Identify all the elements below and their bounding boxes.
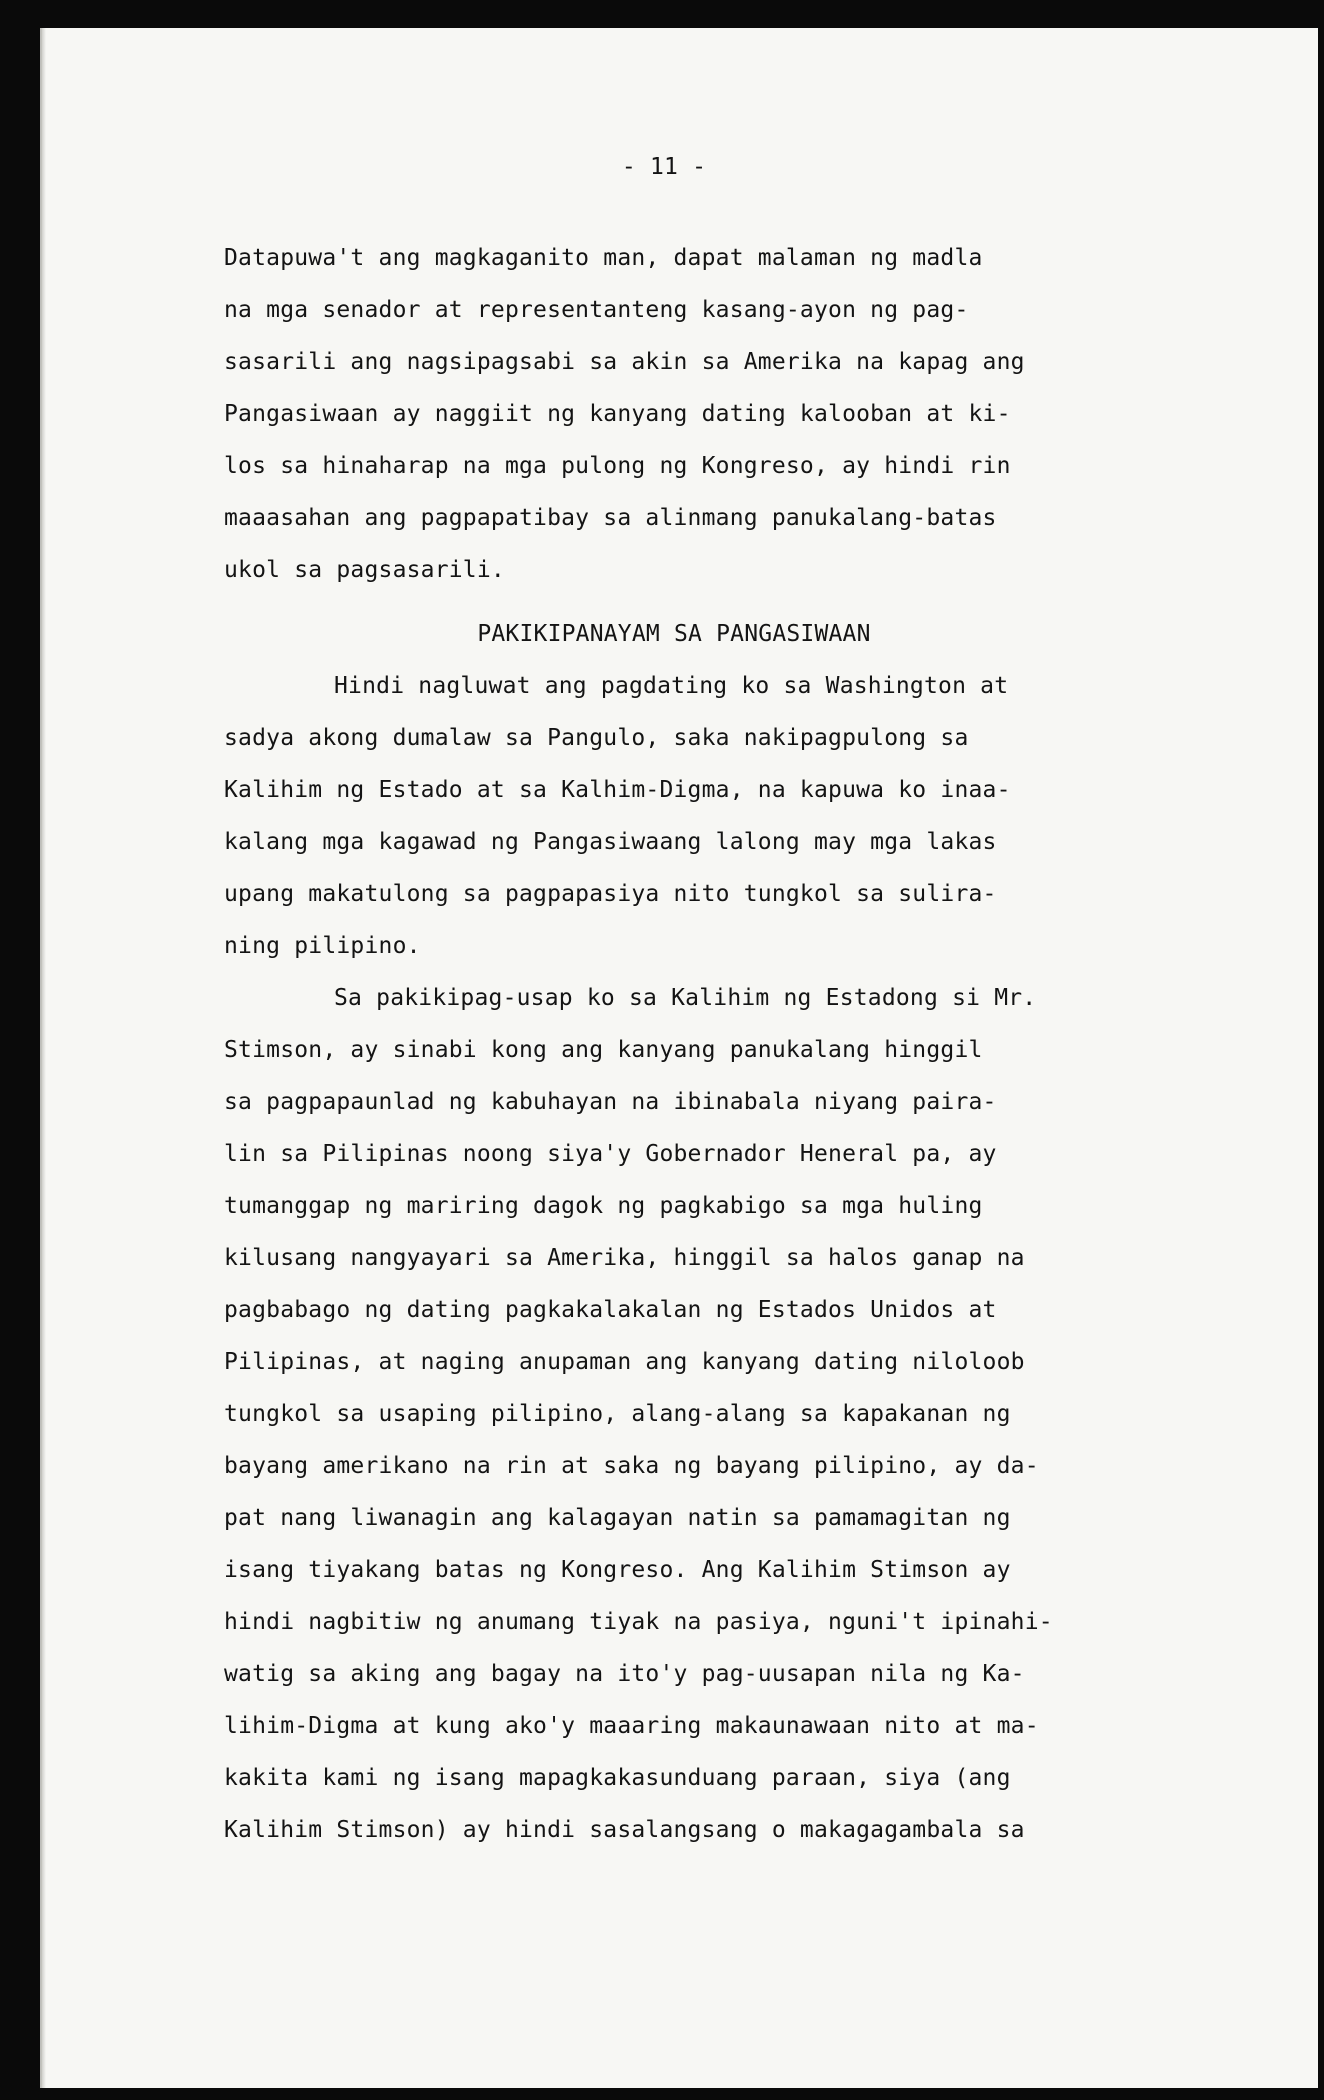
text-line: los sa hinaharap na mga pulong ng Kongreso, ay hindi rin (224, 453, 1011, 479)
text-line: Pangasiwaan ay naggiit ng kanyang dating kalooban at ki- (224, 401, 1011, 427)
text-line: tumanggap ng mariring dagok ng pagkabigo sa mga huling (224, 1193, 983, 1219)
text-line: kalang mga kagawad ng Pangasiwaang lalong may mga lakas (224, 829, 997, 855)
text-line: kilusang nangyayari sa Amerika, hinggil sa halos ganap na (224, 1245, 1025, 1271)
text-line: upang makatulong sa pagpapasiya nito tungkol sa sulira- (224, 881, 997, 907)
text-line: hindi nagbitiw ng anumang tiyak na pasiya, nguni't ipinahi- (224, 1609, 1053, 1635)
text-line: sasarili ang nagsipagsabi sa akin sa Amerika na kapag ang (224, 349, 1025, 375)
section-heading: PAKIKIPANAYAM SA PANGASIWAAN (477, 621, 871, 647)
paragraph-2 (224, 660, 1184, 972)
page-number: - 11 - (621, 154, 707, 180)
text-line: lin sa Pilipinas noong siya'y Gobernador Heneral pa, ay (224, 1141, 997, 1167)
paragraph-3 (224, 972, 1184, 1856)
text-line: isang tiyakang batas ng Kongreso. Ang Kalihim Stimson ay (224, 1557, 1011, 1583)
text-line: pagbabago ng dating pagkakalakalan ng Estados Unidos at (224, 1297, 997, 1323)
text-line: ukol sa pagsasarili. (224, 557, 505, 583)
text-line: Stimson, ay sinabi kong ang kanyang panukalang hinggil (224, 1037, 983, 1063)
text-line: Kalihim Stimson) ay hindi sasalangsang o makagagambala sa (224, 1817, 1025, 1843)
text-line: sa pagpapaunlad ng kabuhayan na ibinabala niyang paira- (224, 1089, 997, 1115)
text-line: na mga senador at representanteng kasang-ayon ng pag- (224, 297, 969, 323)
text-line: Sa pakikipag-usap ko sa Kalihim ng Estadong si Mr. (334, 985, 1037, 1011)
paragraph-1 (224, 232, 1184, 596)
text-line: bayang amerikano na rin at saka ng bayang pilipino, ay da- (224, 1453, 1039, 1479)
text-line: lihim-Digma at kung ako'y maaaring makaunawaan nito at ma- (224, 1713, 1039, 1739)
text-line: Pilipinas, at naging anupaman ang kanyang dating niloloob (224, 1349, 1025, 1375)
text-line: pat nang liwanagin ang kalagayan natin sa pamamagitan ng (224, 1505, 1011, 1531)
text-line: watig sa aking ang bagay na ito'y pag-uusapan nila ng Ka- (224, 1661, 1025, 1687)
text-line: sadya akong dumalaw sa Pangulo, saka nakipagpulong sa (224, 725, 969, 751)
page-edge (40, 28, 46, 2088)
document-body (224, 150, 1184, 1856)
text-line: ning pilipino. (224, 933, 421, 959)
text-line: Hindi nagluwat ang pagdating ko sa Washington at (334, 673, 1009, 699)
text-line: Datapuwa't ang magkaganito man, dapat malaman ng madla (224, 245, 983, 271)
text-line: tungkol sa usaping pilipino, alang-alang sa kapakanan ng (224, 1401, 1011, 1427)
text-line: kakita kami ng isang mapagkakasunduang paraan, siya (ang (224, 1765, 1011, 1791)
text-line: maaasahan ang pagpapatibay sa alinmang panukalang-batas (224, 505, 997, 531)
text-line: Kalihim ng Estado at sa Kalhim-Digma, na kapuwa ko inaa- (224, 777, 1011, 803)
